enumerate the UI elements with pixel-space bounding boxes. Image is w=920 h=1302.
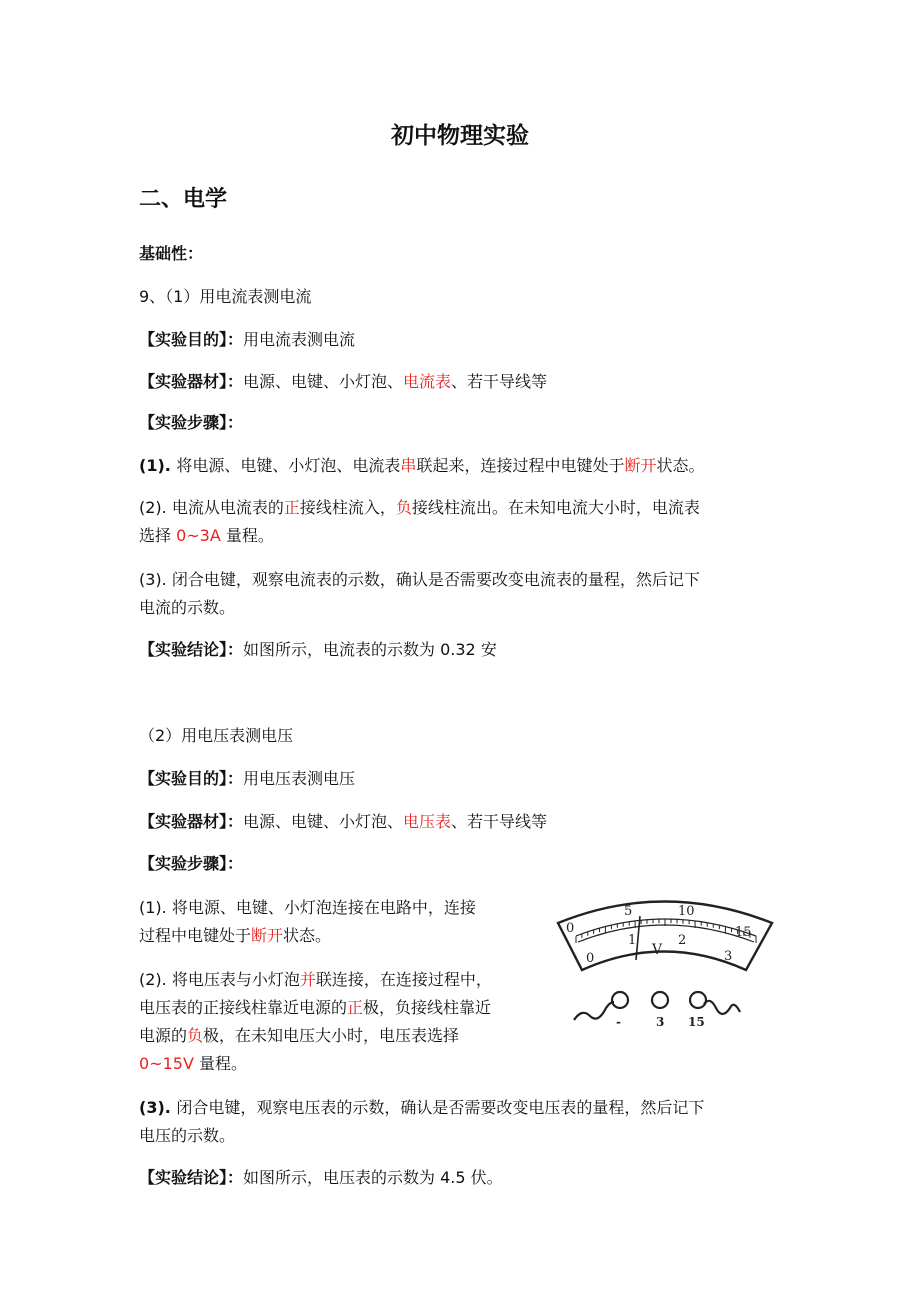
exp2-step2-line2: 电压表的正接线柱靠近电源的正极，负接线柱靠近	[139, 998, 492, 1017]
exp2-steps-label: 【实验步骤】：	[139, 854, 244, 873]
terminal-label-negative: -	[616, 1015, 621, 1029]
exp2-step2-line4: 0~15V 量程。	[139, 1054, 247, 1073]
exp2-equipment: 【实验器材】：电源、电键、小灯泡、电压表、若干导线等	[139, 812, 548, 831]
terminal-label-3: 3	[656, 1015, 665, 1029]
exp1-step3-line2: 电流的示数。	[139, 598, 236, 617]
exp1-conclusion: 【实验结论】：如图所示，电流表的示数为 0.32 安	[139, 640, 497, 659]
upper-scale-5: 5	[624, 904, 633, 919]
voltmeter-ticks	[576, 919, 756, 943]
exp1-steps-label: 【实验步骤】：	[139, 413, 244, 432]
exp1-step3-line1: (3). 闭合电键，观察电流表的示数，确认是否需要改变电流表的量程，然后记下	[139, 570, 700, 589]
upper-scale-10: 10	[678, 904, 695, 919]
upper-scale-15: 15	[735, 925, 752, 940]
exp2-conclusion: 【实验结论】：如图所示，电压表的示数为 4.5 伏。	[139, 1168, 503, 1187]
exp2-purpose: 【实验目的】：用电压表测电压	[139, 769, 356, 788]
voltmeter-figure	[548, 888, 780, 1038]
exp2-step3-line2: 电压的示数。	[139, 1126, 236, 1145]
exp1-step1: (1). 将电源、电键、小灯泡、电流表串联起来，连接过程中电键处于断开状态。	[139, 456, 705, 475]
terminal-negative	[612, 992, 628, 1008]
exp1-equipment: 【实验器材】：电源、电键、小灯泡、电流表、若干导线等	[139, 372, 548, 391]
lower-scale-0: 0	[586, 951, 595, 966]
upper-scale-0: 0	[566, 921, 575, 936]
section-heading: 二、电学	[139, 187, 228, 212]
lower-scale-1: 1	[628, 933, 637, 948]
voltmeter-scale-arc	[576, 919, 756, 942]
lower-scale-3: 3	[724, 949, 733, 964]
exp2-step2-line1: (2). 将电压表与小灯泡并联连接，在连接过程中，	[139, 970, 492, 989]
exp1-heading: 9、（1）用电流表测电流	[139, 287, 312, 306]
exp2-step1-line2: 过程中电键处于断开状态。	[139, 926, 332, 945]
exp2-step3-line1: (3). 闭合电键，观察电压表的示数，确认是否需要改变电压表的量程，然后记下	[139, 1098, 705, 1117]
exp1-step2-line1: (2). 电流从电流表的正接线柱流入，负接线柱流出。在未知电流大小时，电流表	[139, 498, 700, 517]
basic-label: 基础性：	[139, 244, 204, 263]
exp1-step2-line2: 选择 0~3A 量程。	[139, 526, 274, 545]
exp2-heading: （2）用电压表测电压	[139, 726, 294, 745]
right-wire	[704, 1001, 740, 1014]
exp2-step1-line1: (1). 将电源、电键、小灯泡连接在电路中，连接	[139, 898, 476, 917]
exp2-step2-line3: 电源的负极，在未知电压大小时，电压表选择	[139, 1026, 460, 1045]
terminal-label-15: 15	[688, 1015, 705, 1029]
lower-scale-2: 2	[678, 933, 687, 948]
exp1-purpose: 【实验目的】：用电流表测电流	[139, 330, 356, 349]
terminal-15	[690, 992, 706, 1008]
terminal-3	[652, 992, 668, 1008]
left-wire	[574, 1002, 614, 1020]
voltmeter-unit: V	[652, 942, 663, 958]
document-title: 初中物理实验	[391, 123, 529, 149]
